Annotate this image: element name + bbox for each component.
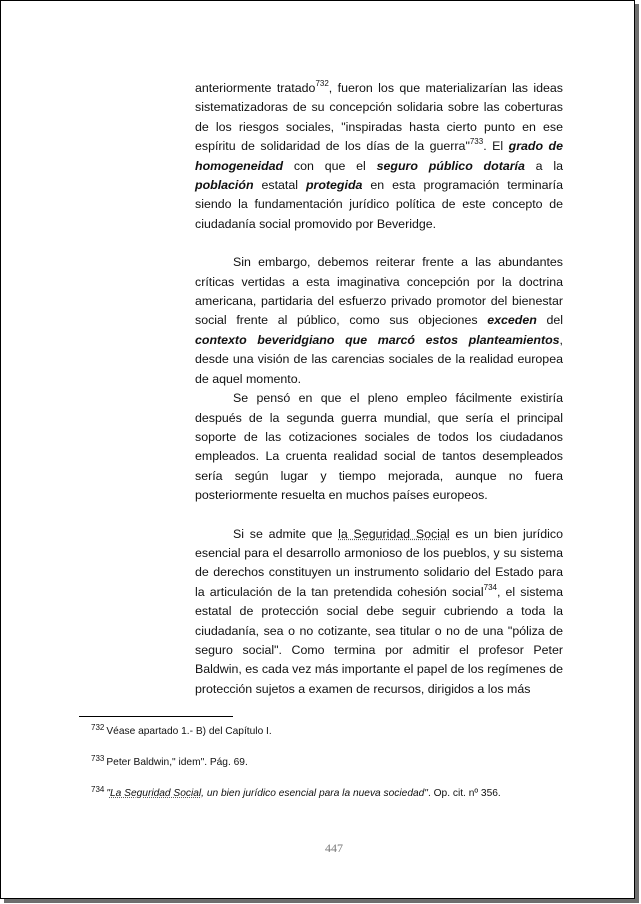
footnote-732 xyxy=(91,721,561,739)
term-seguridad-social: la Seguridad Social xyxy=(338,526,450,541)
page-number: 447 xyxy=(325,841,343,855)
emphasis-protegida: protegida xyxy=(305,178,363,193)
paragraph-3: Se pensó en que el pleno empleo fácilmente existiría después de la segunda guerra mundial, que sería el principal soporte de las cotizaciones sociales de todos los ciudadanos empleados. La cruenta realidad social de tantos desempleados sería según lugar y tiempo mejorada, aunque no fuera posteriormente resuelta en muchos países europeos. xyxy=(195,391,563,503)
emphasis-poblacion: población xyxy=(195,178,254,193)
footnotes xyxy=(91,721,561,814)
footnote-733 xyxy=(91,752,561,770)
footnote-ref-733[interactable]: 733 xyxy=(469,137,484,147)
footnote-number: 734 xyxy=(91,785,105,794)
emphasis-grado-homogeneidad: grado de homogeneidad xyxy=(195,139,563,173)
emphasis-contexto-beveridgiano: contexto beveridgiano que marcó estos planteamientos xyxy=(195,332,560,347)
term-seguridad-social: La Seguridad Social xyxy=(109,788,202,799)
emphasis-seguro-publico: seguro público dotaría xyxy=(376,158,525,173)
footnote-ref-732[interactable]: 732 xyxy=(315,79,329,88)
emphasis-exceden: exceden xyxy=(487,313,537,328)
footnote-text: Véase apartado 1.- B) del Capítulo I. xyxy=(106,726,272,737)
body-text xyxy=(195,79,563,699)
paragraph-4: Si se admite que la Seguridad Social es un bien jurídico esencial para el desarrollo armonioso de los pueblos, y su sistema de derechos constituyen un instrumento solidario del Estado para la articulación de la tan pretendida cohesión social$^{734}$, el sistema estatal de protección social debe seguir cubriendo a toda la ciudadanía, sea o no cotizante, sea titular o no de una "póliza de seguro social". Como termina por admitir el profesor Peter Baldwin, es cada vez más importante el papel de los regímenes de protección sujetos a examen de recursos, dirigidos a los más xyxy=(195,526,563,696)
footnote-text: Peter Baldwin," idem". Pág. 69. xyxy=(106,757,248,768)
footnote-separator xyxy=(79,716,233,717)
footnote-734: $^{734}$ "La Seguridad Social, un bien jurídico esencial para la nueva sociedad". Op. cit. nº 356. xyxy=(91,785,501,799)
paragraph-1: anteriormente tratado$^{732}$, fueron los que materializarían las ideas sistematizadoras de su concepción solidaria sobre las coberturas de los riesgos sociales, "inspiradas hasta cierto punto en ese espíritu de solidaridad de los días de la guerra"$^{733}$. El grado de homogeneidad con que el seguro público dotaría a la población estatal protegida en esta programación terminaría siendo la fundamentación jurídico política de este concepto de ciudadanía social promovido por Beveridge. xyxy=(195,79,564,231)
footnote-number: 733 xyxy=(91,754,105,763)
footnote-number: 732 xyxy=(91,723,105,732)
paragraph-2: Sin embargo, debemos reiterar frente a las abundantes críticas vertidas a esta imaginativa concepción por la doctrina americana, partidaria del esfuerzo privado promotor del bienestar social frente al público, como sus objeciones exceden del contexto beveridgiano que marcó estos planteamientos, desde una visión de las carencias sociales de la realidad europea de aquel momento. xyxy=(195,255,563,386)
footnote-ref-734[interactable]: 734 xyxy=(483,582,497,592)
